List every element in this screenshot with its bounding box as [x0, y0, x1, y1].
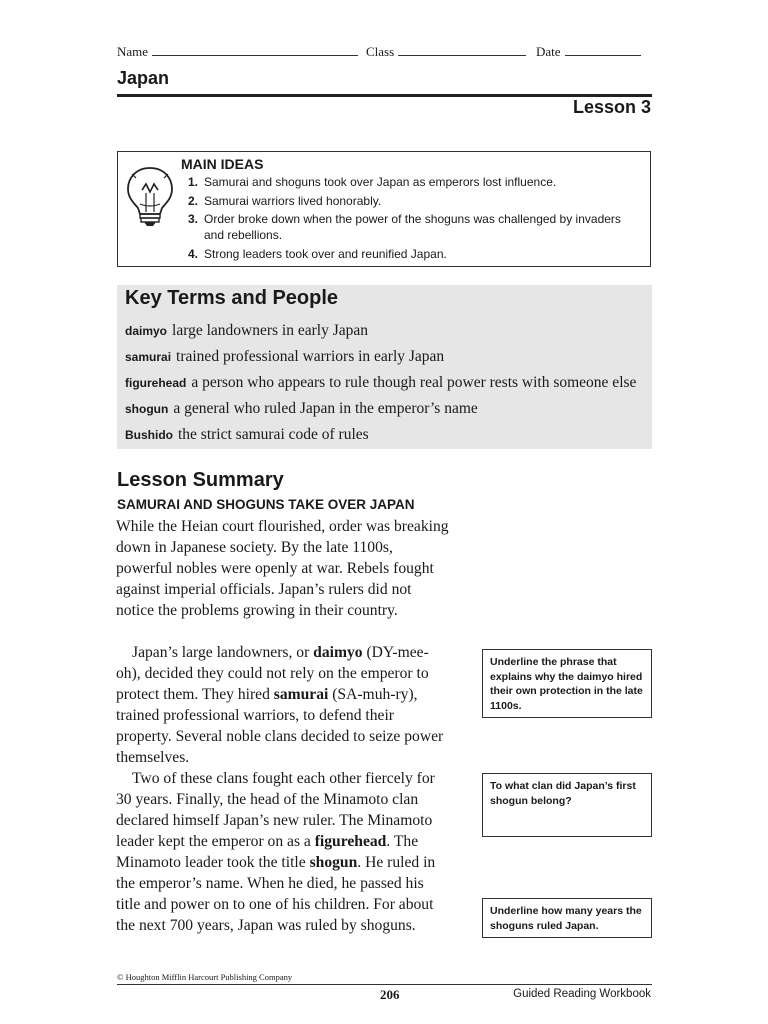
main-idea-text: Strong leaders took over and reunified Japan. — [204, 246, 447, 261]
side-note-clan-question[interactable]: To what clan did Japan’s first shogun belong? — [482, 773, 652, 837]
lesson-summary-title: Lesson Summary — [117, 469, 284, 491]
main-idea-item — [188, 174, 638, 190]
paragraph-text: Two of these clans fought each other fiercely for 30 years. Finally, the head of the Minamoto clan declared himself Japan’s new ruler. The Minamoto leader kept the emperor on as a — [116, 770, 435, 850]
main-idea-text: Order broke down when the power of the shoguns was challenged by invaders and rebellions. — [204, 212, 621, 242]
date-blank[interactable] — [565, 44, 641, 56]
key-term-definition: large landowners in early Japan — [172, 322, 368, 339]
key-term-row — [125, 400, 478, 418]
summary-paragraph-3 — [116, 768, 451, 936]
main-idea-number: 4. — [188, 246, 199, 261]
key-term-definition: a person who appears to rule though real power rests with someone else — [191, 374, 637, 391]
main-idea-text: Samurai warriors lived honorably. — [204, 193, 382, 208]
main-idea-item — [188, 246, 638, 262]
key-terms-title: Key Terms and People — [125, 287, 339, 309]
main-idea-text: Samurai and shoguns took over Japan as emperors lost influence. — [204, 175, 557, 189]
key-term: Bushido — [125, 428, 173, 442]
subject-title: Japan — [117, 68, 170, 88]
key-term-definition: trained professional warriors in early Japan — [176, 348, 445, 365]
class-field — [366, 44, 526, 60]
side-note-daimyo: Underline the phrase that explains why the daimyo hired their own protection in the late 1100s. — [482, 649, 652, 718]
header-rule — [117, 94, 652, 97]
key-term-definition: the strict samurai code of rules — [178, 426, 369, 443]
lesson-summary-subtitle: SAMURAI AND SHOGUNS TAKE OVER JAPAN — [117, 497, 415, 512]
side-note-years: Underline how many years the shoguns ruled Japan. — [482, 898, 652, 938]
key-term-row — [125, 348, 444, 366]
key-term-definition: a general who ruled Japan in the emperor’s name — [173, 400, 478, 417]
main-idea-item — [188, 211, 638, 243]
date-label: Date — [536, 44, 561, 59]
summary-paragraph-2 — [116, 642, 451, 768]
workbook-title: Guided Reading Workbook — [513, 988, 651, 1000]
main-ideas-list — [188, 174, 638, 264]
page-number: 206 — [380, 987, 400, 1002]
footer-rule — [117, 984, 652, 985]
copyright-text: © Houghton Mifflin Harcourt Publishing Company — [117, 972, 293, 982]
term-samurai: samurai — [273, 686, 329, 703]
lightbulb-icon — [124, 162, 176, 228]
paragraph-text: (DY-mee-oh), decided they could not rely on the emperor to protect them. They hired — [116, 644, 429, 703]
class-blank[interactable] — [398, 44, 526, 56]
main-idea-number: 1. — [188, 175, 199, 189]
summary-paragraph-1: While the Heian court flourished, order was breaking down in Japanese society. By the late 1100s, powerful nobles were openly at war. Rebels fought against imperial officials. Japan’s rulers did not notice the problems growing in their country. — [116, 518, 449, 619]
name-label: Name — [117, 44, 149, 59]
term-daimyo: daimyo — [313, 644, 363, 661]
main-ideas-title: MAIN IDEAS — [181, 156, 264, 172]
main-idea-number: 3. — [188, 212, 199, 226]
paragraph-text: Japan’s large landowners, or — [132, 644, 314, 661]
main-ideas-box — [117, 151, 651, 267]
key-terms-box — [117, 285, 652, 449]
name-field — [117, 44, 358, 60]
term-figurehead: figurehead — [314, 833, 387, 850]
key-term: figurehead — [125, 376, 187, 390]
term-shogun: shogun — [309, 854, 358, 871]
paragraph-text: . He ruled in the emperor’s name. When he died, he passed his title and power on to one of his children. For about the next 700 years, Japan was ruled by shoguns. — [116, 854, 436, 934]
key-term-row — [125, 426, 369, 444]
key-term: samurai — [125, 350, 172, 364]
key-term: shogun — [125, 402, 169, 416]
main-idea-number: 2. — [188, 193, 199, 208]
key-term-row — [125, 322, 368, 340]
class-label: Class — [366, 44, 395, 59]
name-blank[interactable] — [152, 44, 358, 56]
paragraph-text: . The Minamoto leader took the title — [116, 833, 419, 871]
date-field — [536, 44, 641, 60]
key-term: daimyo — [125, 324, 168, 338]
lesson-title: Lesson 3 — [572, 97, 651, 117]
paragraph-text: (SA-muh-ry), trained professional warriors, to defend their property. Several noble clans decided to seize power themselves. — [116, 686, 444, 766]
key-term-row — [125, 374, 636, 392]
main-idea-item — [188, 193, 638, 209]
